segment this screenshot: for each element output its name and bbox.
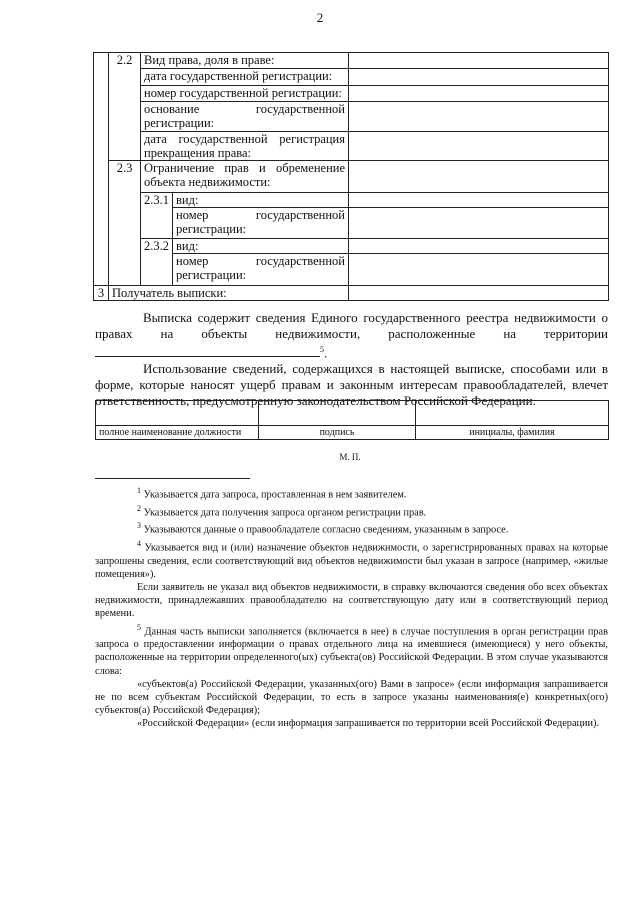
position-label: полное наименование должности: [96, 426, 259, 440]
body-text: Выписка содержит сведения Единого государственного реестра недвижимости о правах на объекты недвижимости, расположенные на территории $^5$. Использование сведений, содержащихся в настоящей выписке, способами или в форме, которые наносят ущерб правам и законным интересам правообладателей, влечет ответственность, предусмотренную законодательством Российской Федерации.: [95, 310, 608, 409]
field-label: вид:: [173, 239, 349, 254]
field-value: [349, 132, 609, 161]
row-number: 3: [94, 286, 109, 301]
field-value: [349, 286, 609, 301]
footnote: $^3$ Указываются данные о правообладателе согласно сведениям, указанным в запросе.: [137, 521, 509, 536]
field-value: [349, 254, 609, 286]
field-value: [349, 53, 609, 69]
rights-table: [93, 52, 609, 301]
footnote: $^4$ Указывается вид и (или) назначение объектов недвижимости, о зарегистрированных правах на которые запрошены сведения, если соответствующий вид объектов недвижимости был указан в запросе (например, «жилые помещения»).: [95, 538, 608, 580]
field-label: Получатель выписки:: [109, 286, 349, 301]
field-label: дата государственной регистрации:: [141, 69, 349, 86]
name-label: инициалы, фамилия: [416, 426, 609, 440]
stamp-place: М. П.: [339, 452, 361, 462]
row-number: 2.3: [109, 161, 141, 286]
footnote: Если заявитель не указал вид объектов недвижимости, в справку включаются сведения обо всех объектах недвижимости, принадлежавших правообладателю на соответствующую дату или в соответствующий период времени.: [95, 581, 608, 620]
row-number: 2.2: [109, 53, 141, 161]
field-value: [349, 86, 609, 102]
field-value: [349, 193, 609, 208]
field-label: дата государственной регистрация прекращения права:: [141, 132, 349, 161]
field-value: [349, 239, 609, 254]
field-value: [349, 208, 609, 239]
field-label: номер государственной регистрации:: [141, 86, 349, 102]
footnote-divider: [95, 478, 250, 479]
field-label: Ограничение прав и обременение объекта недвижимости:: [141, 161, 349, 193]
field-label: номер государственной регистрации:: [173, 208, 349, 239]
footnote: $^1$ Указывается дата запроса, проставленная в нем заявителем.: [137, 486, 407, 501]
footnotes: [95, 484, 608, 731]
field-label: Вид права, доля в праве:: [141, 53, 349, 69]
field-label: номер государственной регистрации:: [173, 254, 349, 286]
row-number: 2.3.2: [141, 239, 173, 286]
footnote: «Российской Федерации» (если информация запрашивается по территории всей Российской Федерации).: [137, 718, 600, 730]
footnote: $^2$ Указывается дата получения запроса органом регистрации прав.: [137, 503, 427, 519]
field-label: основание государственной регистрации:: [141, 102, 349, 132]
signature-label: подпись: [259, 426, 416, 440]
signature-table: [95, 400, 609, 440]
field-value: [349, 102, 609, 132]
page-number: 2: [316, 10, 324, 25]
footnote: $^5$ Данная часть выписки заполняется (включается в нее) в случае поступления в орган регистрации прав запроса о предоставлении информации о правах отдельного лица на имевшиеся (имеющиеся) у него объекты, расположенные на территории определенного(ых) субъекта(ов) Российской Федерации. В этом случае указываются слова:: [95, 622, 608, 677]
field-value: [349, 161, 609, 193]
territory-blank: [95, 345, 320, 357]
row-number: 2.3.1: [141, 193, 173, 239]
footnote: «субъектов(а) Российской Федерации, указанных(ого) Вами в запросе» (если информация запрашивается не по всем субъектам Российской Федерации, то есть в запросе указаны наименования(е) конкретных(ого) субъектов(а) Российской Федерация);: [95, 678, 608, 717]
field-label: вид:: [173, 193, 349, 208]
field-value: [349, 69, 609, 86]
